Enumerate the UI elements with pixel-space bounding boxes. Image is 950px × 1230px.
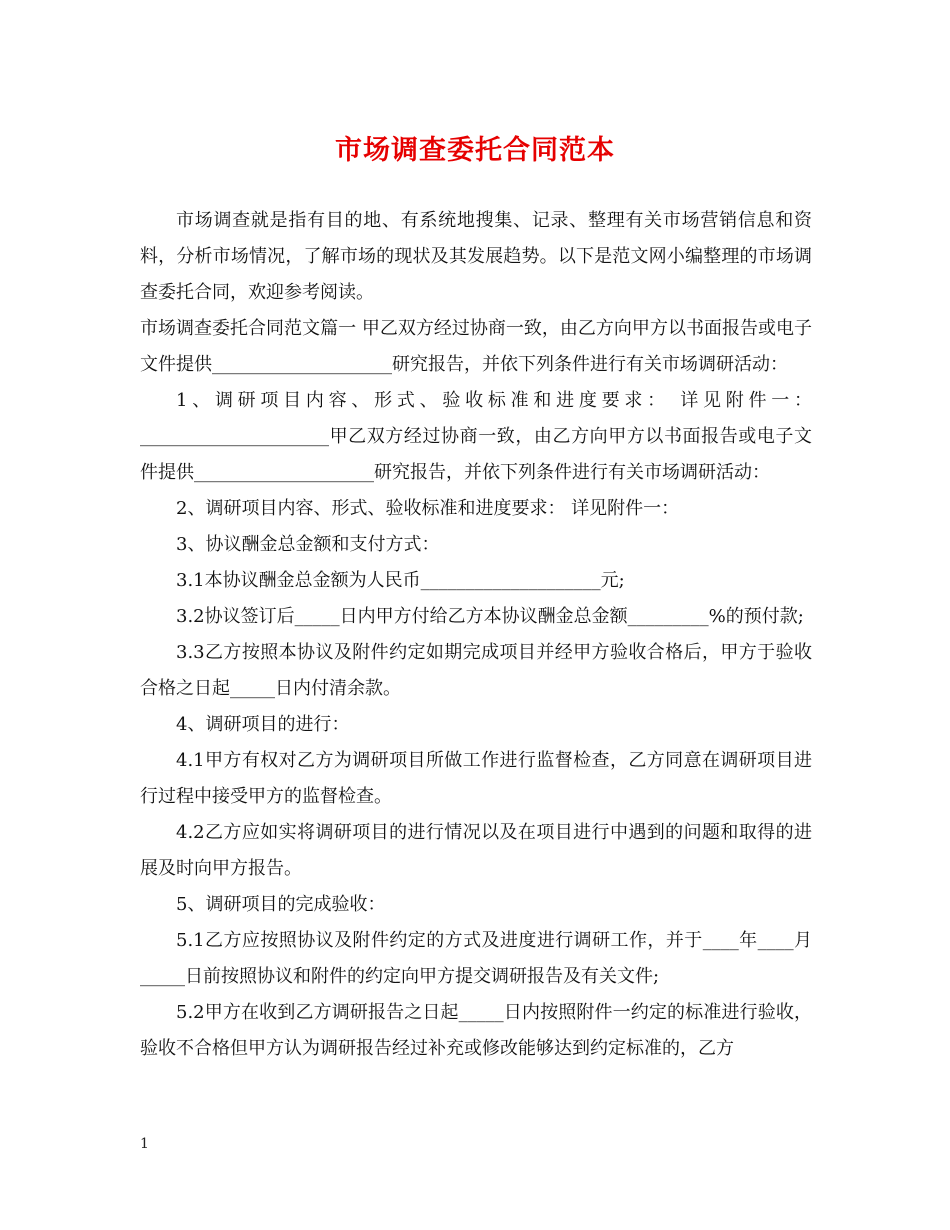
intro-paragraph: 市场调查就是指有目的地、有系统地搜集、记录、整理有关市场营销信息和资料，分析市场情况，了解市场的现状及其发展趋势。以下是范文网小编整理的市场调查委托合同，欢迎参考阅读。 [140, 210, 812, 303]
clause-1: 1、调研项目内容、形式、验收标准和进度要求： 详见附件一：_____________________甲乙双方经过协商一致，由乙方向甲方以书面报告或电子文件提供____________________研究报告，并依下列条件进行有关市场调研活动： [140, 390, 812, 483]
clause-4-1: 4.1甲方有权对乙方为调研项目所做工作进行监督检查，乙方同意在调研项目进行过程中接受甲方的监督检查。 [140, 750, 812, 807]
document-title: 市场调查委托合同范本 [335, 135, 615, 166]
clause-3-2: 3.2协议签订后_____日内甲方付给乙方本协议酬金总金额_________%的预付款; [176, 606, 804, 627]
clause-3: 3、协议酬金总金额和支付方式： [176, 534, 440, 555]
page-number: 1 [140, 1136, 149, 1152]
clause-3-1: 3.1本协议酬金总金额为人民币____________________元; [176, 570, 625, 591]
clause-4-2: 4.2乙方应如实将调研项目的进行情况以及在项目进行中遇到的问题和取得的进展及时向甲方报告。 [140, 822, 812, 879]
document-body [140, 203, 812, 1067]
clause-5-2: 5.2甲方在收到乙方调研报告之日起_____日内按照附件一约定的标准进行验收，验收不合格但甲方认为调研报告经过补充或修改能够达到约定标准的，乙方 [140, 1002, 812, 1059]
contract-preamble: 市场调查委托合同范文篇一 甲乙双方经过协商一致，由乙方向甲方以书面报告或电子文件提供____________________研究报告，并依下列条件进行有关市场调研活动： [140, 318, 812, 375]
clause-2: 2、调研项目内容、形式、验收标准和进度要求： 详见附件一： [176, 498, 680, 519]
clause-3-3: 3.3乙方按照本协议及附件约定如期完成项目并经甲方验收合格后，甲方于验收合格之日起_____日内付清余款。 [140, 642, 812, 699]
clause-4: 4、调研项目的进行： [176, 714, 350, 735]
clause-5: 5、调研项目的完成验收： [176, 894, 386, 915]
clause-5-1: 5.1乙方应按照协议及附件约定的方式及进度进行调研工作，并于____年____月 _____日前按照协议和附件的约定向甲方提交调研报告及有关文件; [140, 930, 812, 987]
